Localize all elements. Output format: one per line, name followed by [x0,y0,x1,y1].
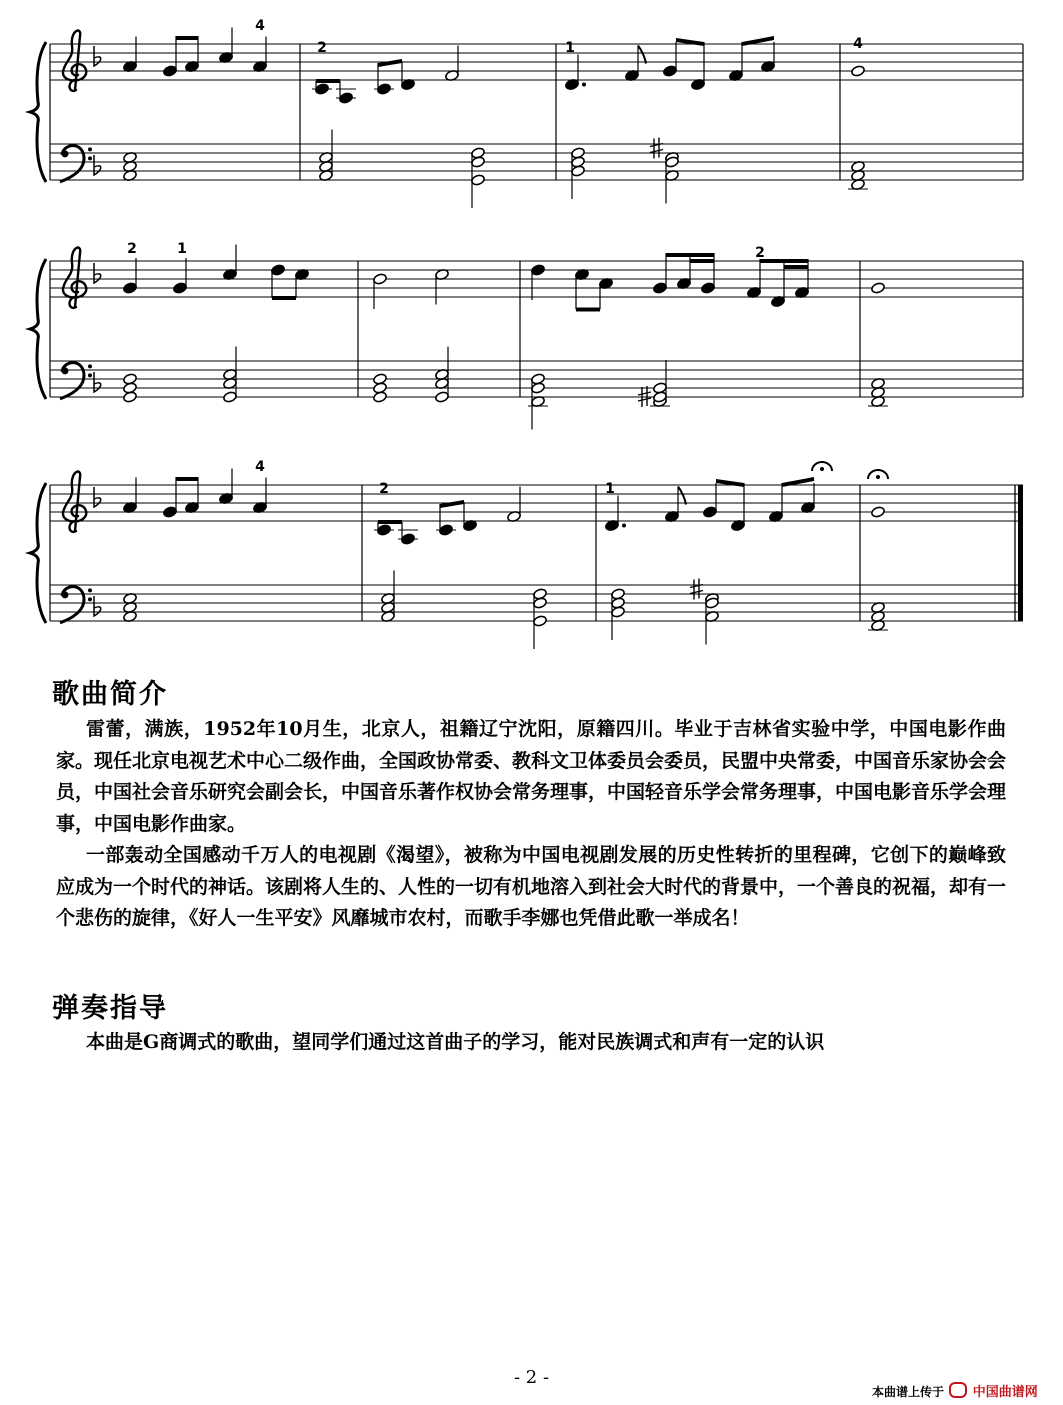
chord-note-head [533,588,548,600]
fingering-number: 2 [127,241,137,257]
fingering-number: 4 [255,18,265,34]
note-head [871,506,886,518]
footer-credit [872,1381,1038,1400]
note-beam [666,253,714,257]
dot [622,524,626,528]
chord-note-head [611,588,626,600]
bass-clef-dot [88,588,92,592]
note-beam [676,38,704,46]
flat-sign-icon [94,596,101,616]
bass-clef-dot [88,364,92,368]
note-flag [678,487,686,505]
sharp-sign-icon [650,138,663,159]
note-beam [576,308,600,312]
note-head [531,264,546,276]
chord-note-head [223,391,238,403]
bass-clef-dot [88,373,92,377]
fingering-number: 2 [379,481,389,497]
treble-clef-icon [63,472,86,532]
fingering-number: 1 [177,241,187,257]
sharp-sign-icon [690,579,703,600]
grand-staff-brace [30,42,46,182]
fingering-number: 1 [605,481,615,497]
bass-clef-dot [88,156,92,160]
note-beam [784,265,808,269]
note-head [163,506,178,518]
note-head [271,264,286,276]
dot [582,83,586,87]
grand-staff-brace [30,259,46,399]
guide-section-title: 弹奏指导 [52,993,168,1024]
guide-paragraph: 本曲是G商调式的歌曲，望同学们通过这首曲子的学习，能对民族调式和声有一定的认识 [86,1031,825,1053]
intro-paragraph-2: 一部轰动全国感动千万人的电视剧《渴望》，被称为中国电视剧发展的历史性转折的里程碑，它创下的巅峰致应成为一个时代的神话。该剧将人生的、人性的一切有机地溶入到社会大时代的背景中，一个善良的祝福，却有一个悲伤的旋律，《好人一生平安》风靡城市农村，而歌手李娜也凭借此歌一举成名！ [56,844,1007,929]
note-beam [690,259,714,263]
chord-note-head [123,373,138,385]
fingering-number: 4 [255,459,265,475]
note-head [701,282,716,294]
note-beam [378,520,402,524]
chord-note-head [471,147,486,159]
flat-sign-icon [94,372,101,392]
note-head [173,282,188,294]
note-head [663,65,678,77]
note-head [653,282,668,294]
note-head [123,282,138,294]
chord-note-head [571,147,586,159]
chord-note-head [533,615,548,627]
note-head [871,282,886,294]
bass-clef-dot [62,367,69,374]
sheet-music-score [0,0,1063,660]
chord-note-head [653,382,668,394]
footer-site-name[interactable]: 中国曲谱网 [972,1384,1038,1399]
note-head [163,65,178,77]
note-beam [316,79,340,83]
treble-clef-icon [63,248,86,308]
note-beam [760,259,808,263]
flat-sign-icon [94,155,101,175]
note-beam [716,479,744,487]
chord-note-head [373,373,388,385]
note-beam [378,59,402,67]
flat-sign-icon [94,46,101,66]
chord-note-head [471,174,486,186]
page-number: - 2 - [513,1367,550,1388]
note-head [851,65,866,77]
flat-sign-icon [94,487,101,507]
chord-note-head [435,391,450,403]
intro-paragraph-1: 雷蕾，满族，1952年10月生，北京人，祖籍辽宁沈阳，原籍四川。毕业于吉林省实验中学，中国电影作曲家。现任北京电视艺术中心二级作曲，全国政协常委、教科文卫体委员会委员，民盟中央常委，中国音乐家协会会员，中国社会音乐研究会副会长，中国音乐著作权协会常务理事，中国轻音乐学会常务理事，中国电影音乐学会理事，中国电影作曲家。 [56,718,1007,835]
grand-staff-brace [30,483,46,623]
fingering-number: 2 [755,245,765,261]
fingering-number: 2 [317,40,327,56]
note-beam [272,296,296,300]
note-head [703,506,718,518]
fingering-number: 4 [853,36,863,52]
note-flag [638,46,646,64]
fermata-dot [820,467,824,471]
note-beam [176,477,198,481]
note-beam [176,36,198,40]
site-logo-icon [949,1382,967,1398]
bass-clef-dot [62,150,69,157]
bass-clef-dot [88,597,92,601]
fingering-number: 1 [565,40,575,56]
intro-section-title: 歌曲简介 [52,679,168,710]
chord-note-head [531,373,546,385]
treble-clef-icon [63,31,86,91]
note-head [373,273,388,285]
final-barline-thick [1018,485,1023,621]
footer-prefix: 本曲谱上传于 [872,1385,945,1399]
fermata-dot [876,475,880,479]
bass-clef-dot [62,591,69,598]
flat-sign-icon [94,263,101,283]
bass-clef-dot [88,147,92,151]
note-beam [440,500,464,508]
